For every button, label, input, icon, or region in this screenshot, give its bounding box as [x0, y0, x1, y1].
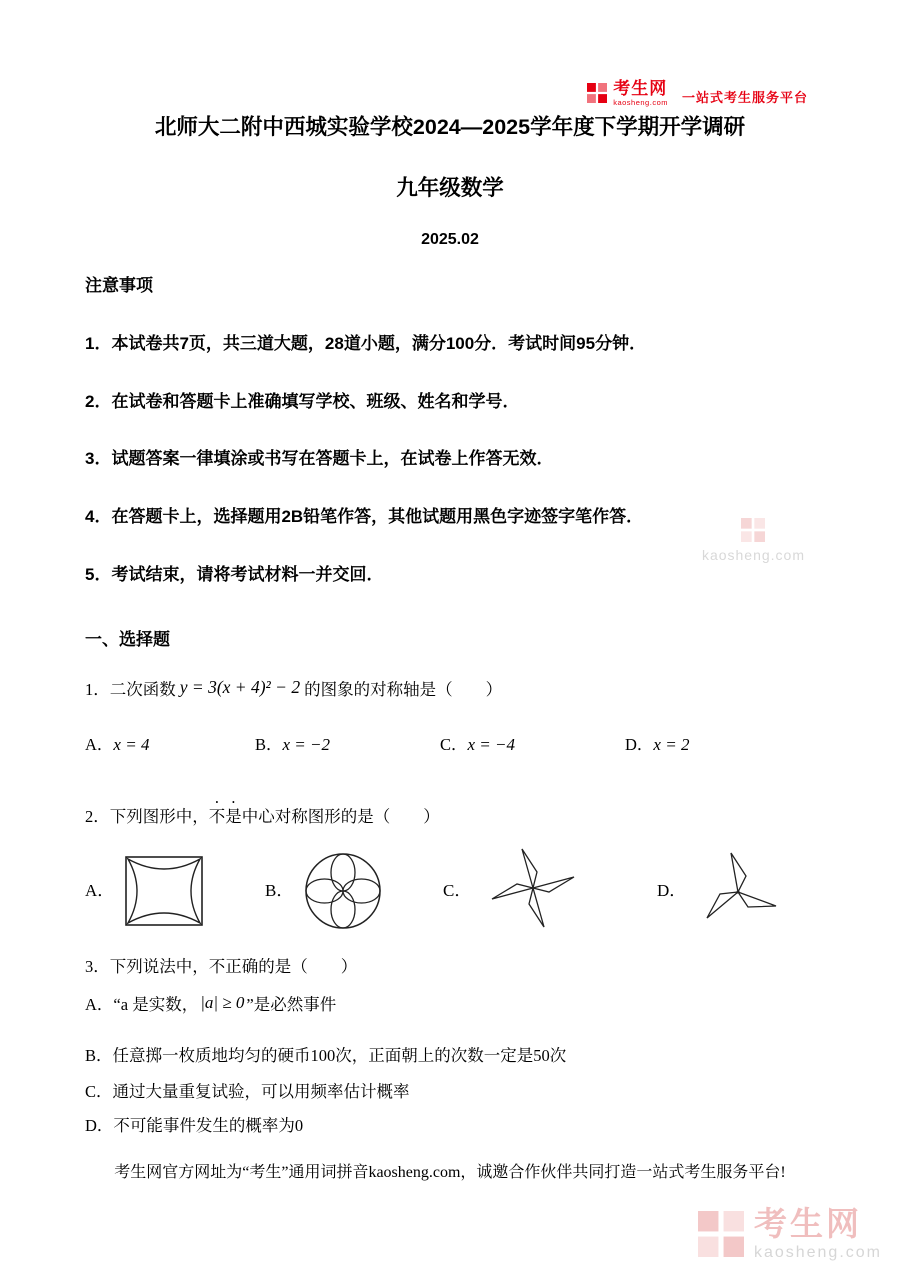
kaosheng-blocks-icon	[698, 1211, 744, 1257]
exam-date: 2025.02	[421, 231, 479, 249]
q1-option-c	[440, 734, 515, 757]
q2-emphasized-text: 不是	[208, 806, 242, 826]
q3-option-c: C．通过大量重复试验，可以用频率估计概率	[85, 1081, 410, 1101]
q2-figure-d-label: D．	[657, 880, 687, 900]
brand-name: 考生网	[613, 79, 668, 98]
note-item-2: 2．在试卷和答题卡上准确填写学校、班级、姓名和学号．	[85, 391, 520, 411]
q3-option-b: B．任意掷一枚质地均匀的硬币100次，正面朝上的次数一定是50次	[85, 1046, 567, 1066]
q1-prefix: 1．二次函数	[85, 680, 176, 700]
notes-heading: 注意事项	[85, 275, 153, 295]
footer-text: 考生网官方网址为“考生”通用词拼音kaosheng.com，诚邀合作伙伴共同打造一站式考生服务平台!	[114, 1164, 786, 1182]
q1-option-b-value: x = −2	[282, 734, 331, 754]
kaosheng-header-logo	[587, 80, 808, 107]
note-item-3: 3．试题答案一律填涂或书写在答题卡上，在试卷上作答无效．	[85, 449, 554, 469]
q1-option-a-value: x = 4	[113, 734, 150, 754]
q2-figure-a-label: A．	[85, 880, 115, 900]
q1-option-c-label: C．	[440, 734, 468, 754]
q3-option-a-label: A．	[85, 995, 114, 1015]
q1-option-b	[255, 734, 330, 757]
exam-title: 北师大二附中西城实验学校2024—2025学年度下学期开学调研	[154, 115, 746, 139]
q2-figure-a	[85, 846, 204, 936]
brand-domain: kaosheng.com	[613, 98, 668, 107]
q1-option-d-value: x = 2	[653, 734, 690, 754]
note-item-1: 1．本试卷共7页，共三道大题，28道小题，满分100分．考试时间95分钟．	[85, 333, 647, 353]
q2-prefix: 2．下列图形中，	[85, 806, 209, 826]
q2-figure-b-label: B．	[265, 880, 294, 900]
q1-option-d	[625, 734, 689, 757]
watermark-bottom	[698, 1207, 882, 1261]
note-item-5: 5．考试结束，请将考试材料一并交回．	[85, 565, 384, 585]
watermark-domain: kaosheng.com	[701, 547, 805, 563]
q1-option-d-label: D．	[625, 734, 654, 754]
note-item-4: 4．在答题卡上，选择题用2B铅笔作答，其他试题用黑色字迹签字笔作答．	[85, 507, 644, 527]
question-1-stem	[85, 678, 815, 702]
brand-tagline: 一站式考生服务平台	[681, 89, 808, 105]
exam-subtitle: 九年级数学	[396, 176, 504, 201]
question-1-options	[85, 734, 815, 762]
q1-option-a-label: A．	[85, 734, 114, 754]
q3-option-a-math: |a| ≥ 0	[200, 993, 245, 1013]
q1-formula: y = 3(x + 4)² − 2	[179, 677, 301, 698]
three-blade-pinwheel-figure-icon	[696, 850, 782, 932]
kaosheng-blocks-icon	[587, 83, 607, 103]
q1-option-c-value: x = −4	[467, 734, 516, 754]
q2-figure-c-label: C．	[443, 880, 472, 900]
concave-square-figure-icon	[124, 854, 204, 928]
q1-option-a	[85, 734, 149, 757]
four-petal-circle-figure-icon	[303, 851, 383, 931]
q1-suffix: 的图象的对称轴是（ ）	[304, 680, 503, 700]
question-3-stem: 3．下列说法中，不正确的是（ ）	[85, 957, 358, 977]
section-heading-choice: 一、选择题	[85, 630, 170, 650]
q1-option-b-label: B．	[255, 734, 283, 754]
four-blade-pinwheel-figure-icon	[481, 848, 583, 934]
watermark-brand: 考生网	[753, 1205, 862, 1242]
q3-option-a-pre: “a 是实数，	[113, 995, 199, 1015]
q2-figure-c	[443, 846, 583, 936]
watermark-domain-bottom: kaosheng.com	[753, 1244, 882, 1261]
q3-option-a-post: ”是必然事件	[246, 995, 337, 1015]
q3-option-d: D．不可能事件发生的概率为0	[85, 1115, 304, 1135]
q2-suffix: 中心对称图形的是（ ）	[241, 806, 440, 826]
question-2-figures	[85, 846, 815, 936]
q2-figure-d	[657, 846, 782, 936]
q3-option-a	[85, 994, 815, 1017]
q2-figure-b	[265, 846, 383, 936]
question-2-stem	[85, 798, 815, 828]
